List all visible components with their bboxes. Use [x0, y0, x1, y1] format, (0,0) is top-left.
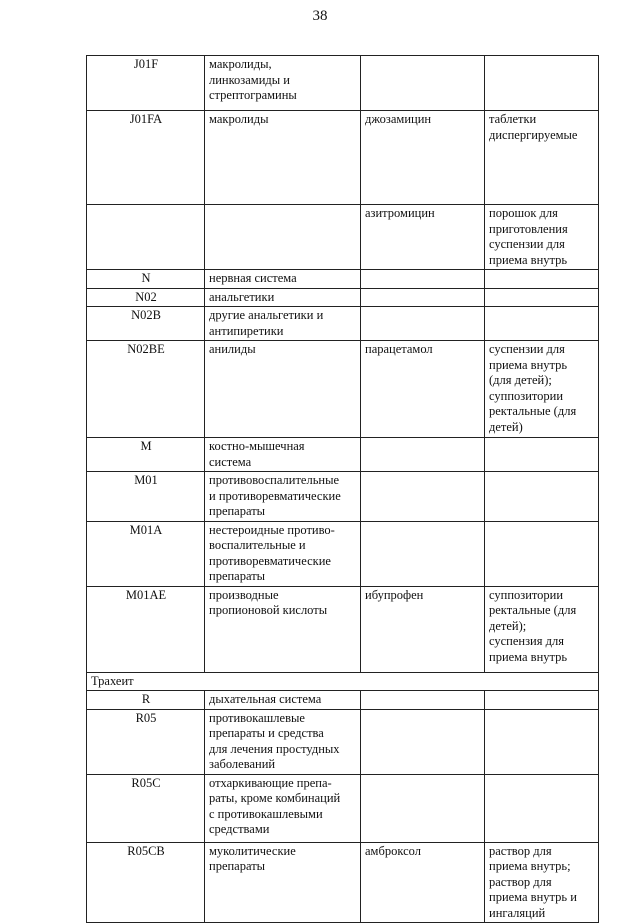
table-row	[87, 472, 599, 522]
table-row	[87, 709, 599, 774]
table-row	[87, 307, 599, 341]
section-row	[87, 672, 599, 691]
atc-code-cell: N02BE	[87, 341, 205, 438]
group-name-cell	[205, 205, 361, 270]
table-row	[87, 111, 599, 205]
group-name-cell: муколитические препараты	[205, 842, 361, 923]
dosage-form-cell	[485, 521, 599, 586]
atc-code-cell: N02	[87, 288, 205, 307]
group-name-cell: анальгетики	[205, 288, 361, 307]
drug-name-cell: парацетамол	[361, 341, 485, 438]
table-row	[87, 205, 599, 270]
atc-code-cell: N02B	[87, 307, 205, 341]
group-name-cell: макролиды, линкозамиды и стрептограмины	[205, 56, 361, 111]
atc-code-cell: R05CB	[87, 842, 205, 923]
group-name-cell: дыхательная система	[205, 691, 361, 710]
dosage-form-cell: порошок для приготовления суспензии для приема внутрь	[485, 205, 599, 270]
dosage-form-cell	[485, 270, 599, 289]
drug-name-cell	[361, 438, 485, 472]
drug-name-cell	[361, 472, 485, 522]
table-row	[87, 774, 599, 842]
table-row	[87, 842, 599, 923]
dosage-form-cell: суспензии для приема внутрь (для детей); суппозитории ректальные (для детей)	[485, 341, 599, 438]
drug-name-cell: азитромицин	[361, 205, 485, 270]
atc-code-cell: M01AE	[87, 586, 205, 672]
atc-code-cell	[87, 205, 205, 270]
table-row	[87, 341, 599, 438]
dosage-form-cell	[485, 307, 599, 341]
group-name-cell: нервная система	[205, 270, 361, 289]
group-name-cell: анилиды	[205, 341, 361, 438]
table-row	[87, 288, 599, 307]
atc-code-cell: M01	[87, 472, 205, 522]
atc-code-cell: J01F	[87, 56, 205, 111]
group-name-cell: производные пропионовой кислоты	[205, 586, 361, 672]
dosage-form-cell	[485, 438, 599, 472]
table-row	[87, 691, 599, 710]
atc-code-cell: R05	[87, 709, 205, 774]
group-name-cell: нестероидные противо- воспалительные и противоревматические препараты	[205, 521, 361, 586]
dosage-form-cell: таблетки диспергируемые	[485, 111, 599, 205]
drug-name-cell	[361, 307, 485, 341]
drug-name-cell	[361, 521, 485, 586]
drug-name-cell	[361, 774, 485, 842]
drug-name-cell	[361, 56, 485, 111]
group-name-cell: макролиды	[205, 111, 361, 205]
drug-name-cell	[361, 270, 485, 289]
drug-name-cell: джозамицин	[361, 111, 485, 205]
table-row	[87, 438, 599, 472]
drug-name-cell	[361, 288, 485, 307]
drug-table	[86, 55, 599, 923]
table-row	[87, 521, 599, 586]
group-name-cell: другие анальгетики и антипиретики	[205, 307, 361, 341]
dosage-form-cell	[485, 56, 599, 111]
dosage-form-cell	[485, 709, 599, 774]
group-name-cell: противовоспалительные и противоревматические препараты	[205, 472, 361, 522]
table-row	[87, 270, 599, 289]
atc-code-cell: M01A	[87, 521, 205, 586]
atc-code-cell: M	[87, 438, 205, 472]
dosage-form-cell: суппозитории ректальные (для детей); суспензия для приема внутрь	[485, 586, 599, 672]
group-name-cell: костно-мышечная система	[205, 438, 361, 472]
drug-name-cell: амброксол	[361, 842, 485, 923]
group-name-cell: отхаркивающие препа- раты, кроме комбинаций с противокашлевыми средствами	[205, 774, 361, 842]
dosage-form-cell	[485, 472, 599, 522]
atc-code-cell: R05C	[87, 774, 205, 842]
atc-code-cell: N	[87, 270, 205, 289]
drug-name-cell: ибупрофен	[361, 586, 485, 672]
dosage-form-cell	[485, 691, 599, 710]
atc-code-cell: J01FA	[87, 111, 205, 205]
page-number: 38	[312, 8, 328, 24]
table-row	[87, 56, 599, 111]
drug-name-cell	[361, 709, 485, 774]
table-row	[87, 586, 599, 672]
section-heading: Трахеит	[87, 672, 599, 691]
drug-name-cell	[361, 691, 485, 710]
atc-code-cell: R	[87, 691, 205, 710]
dosage-form-cell	[485, 288, 599, 307]
dosage-form-cell	[485, 774, 599, 842]
group-name-cell: противокашлевые препараты и средства для лечения простудных заболеваний	[205, 709, 361, 774]
dosage-form-cell: раствор для приема внутрь; раствор для приема внутрь и ингаляций	[485, 842, 599, 923]
